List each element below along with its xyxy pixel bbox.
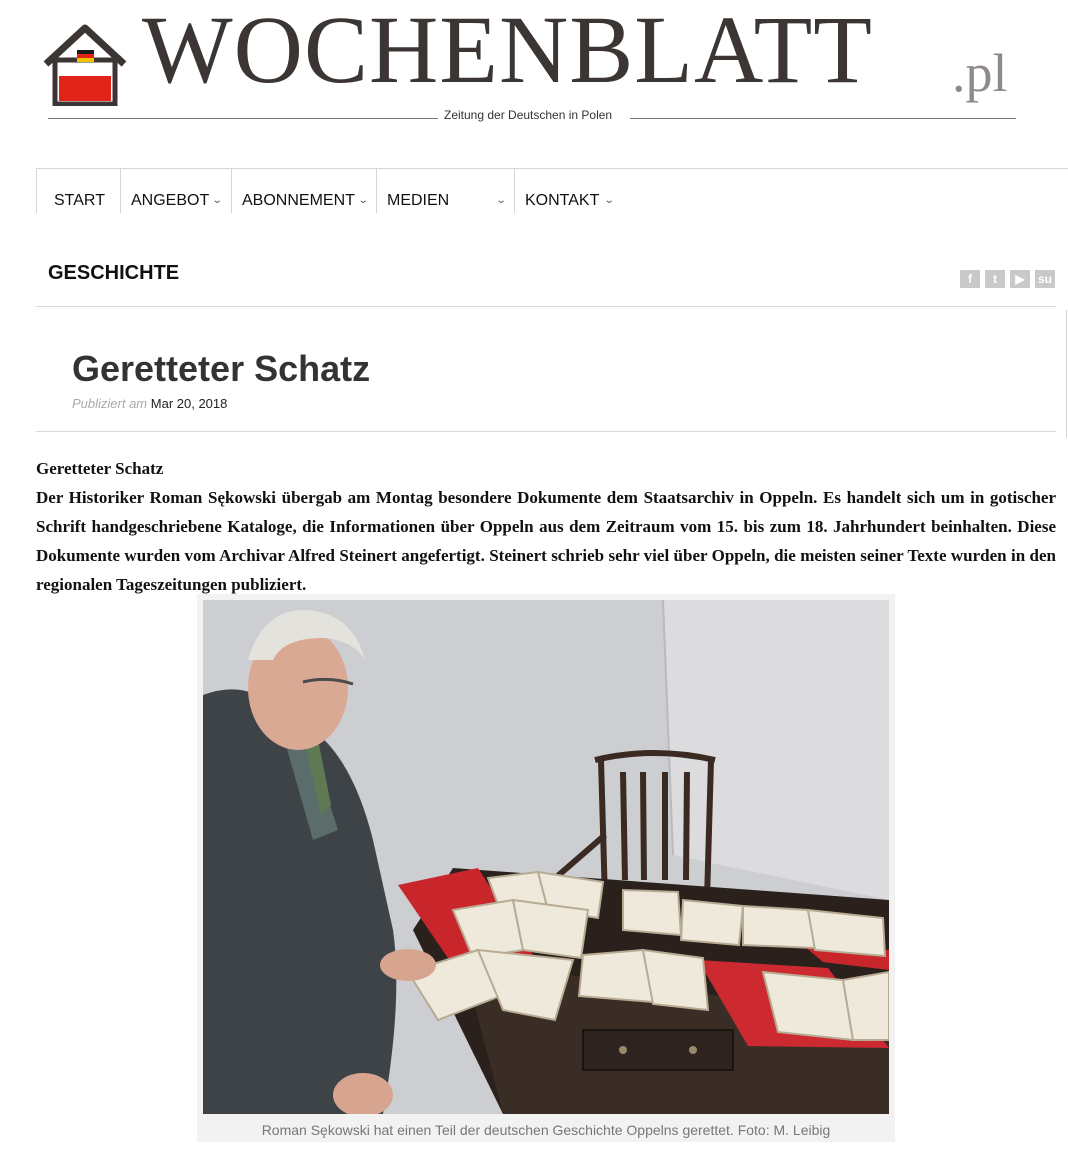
- nav-item-label: ANGEBOT: [131, 192, 210, 209]
- house-flag-icon: [42, 20, 128, 106]
- side-border: [1066, 310, 1067, 438]
- divider: [36, 431, 1056, 432]
- stumbleupon-icon[interactable]: su: [1035, 270, 1055, 288]
- article-figure: [197, 594, 895, 1142]
- site-tagline: Zeitung der Deutschen in Polen: [444, 108, 613, 122]
- logo-wordmark: WOCHENBLATT: [142, 0, 873, 103]
- photo-illustration: [203, 600, 889, 1114]
- lead-heading: Geretteter Schatz: [36, 459, 164, 478]
- published-label: Publiziert am: [72, 396, 148, 411]
- chevron-down-icon: ⌄: [357, 195, 369, 206]
- chevron-down-icon: ⌄: [603, 195, 615, 206]
- chevron-down-icon: ⌄: [495, 195, 507, 206]
- site-logo[interactable]: [40, 0, 1030, 128]
- article-title: Geretteter Schatz: [72, 348, 371, 389]
- nav-item-label: ABONNEMENT: [242, 192, 355, 209]
- tagline-rule-left: [48, 118, 438, 119]
- nav-item-label: START: [54, 192, 105, 209]
- image-caption: Roman Sękowski hat einen Teil der deutschen Geschichte Oppelns gerettet. Foto: M. Leibig: [261, 1122, 831, 1138]
- article-meta: [72, 396, 227, 411]
- logo-tld: .pl: [952, 43, 1008, 103]
- published-date: Mar 20, 2018: [150, 396, 228, 411]
- tagline-rule-right: [630, 118, 1016, 119]
- nav-item-abonnement[interactable]: [231, 169, 377, 213]
- divider: [36, 306, 1056, 307]
- nav-item-label: KONTAKT: [525, 192, 600, 209]
- nav-item-label: MEDIEN: [387, 192, 450, 209]
- article-lead: [36, 454, 1056, 599]
- twitter-icon[interactable]: t: [985, 270, 1005, 288]
- nav-item-start[interactable]: [36, 169, 121, 213]
- category-title: GESCHICHTE: [48, 262, 180, 284]
- facebook-icon[interactable]: f: [960, 270, 980, 288]
- lead-paragraph: Der Historiker Roman Sękowski übergab am Montag besondere Dokumente dem Staatsarchiv in Oppeln. Es handelt sich um in gotischer Schrift handgeschriebene Kataloge, die Informationen über Oppeln aus dem Zeitraum vom 15. bis zum 18. Jahrhundert beinhalten. Diese Dokumente wurden vom Archivar Alfred Steinert angefertigt. Steinert schrieb sehr viel über Oppeln, die meisten seiner Texte wurden in den regionalen Tageszeitungen publiziert.: [36, 488, 1056, 594]
- chevron-down-icon: ⌄: [211, 195, 223, 206]
- youtube-icon[interactable]: ▶: [1010, 270, 1030, 288]
- nav-item-medien[interactable]: [376, 169, 515, 213]
- nav-item-kontakt[interactable]: [514, 169, 634, 213]
- nav-item-angebot[interactable]: [120, 169, 232, 213]
- article-photo[interactable]: [203, 600, 889, 1114]
